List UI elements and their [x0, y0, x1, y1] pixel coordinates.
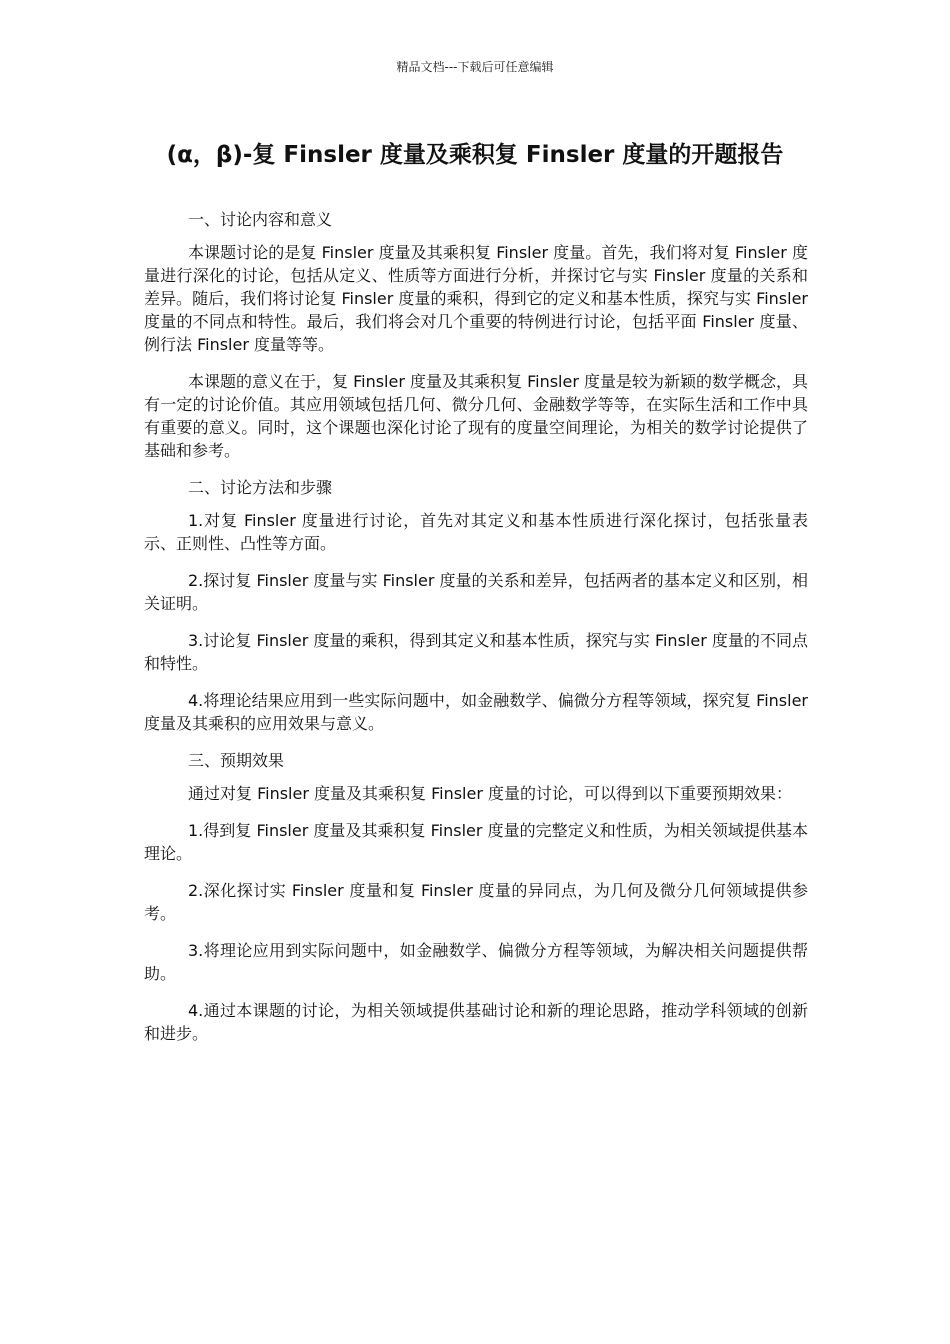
expected-intro: 通过对复 Finsler 度量及其乘积复 Finsler 度量的讨论，可以得到以下重要预期效果：	[188, 784, 793, 803]
methods-item-3: 3.讨论复 Finsler 度量的乘积，得到其定义和基本性质，探究与实 Finsler 度量的不同点和特性。	[144, 631, 808, 673]
research-paragraph-2: 本课题的意义在于，复 Finsler 度量及其乘积复 Finsler 度量是较为新颖的数学概念，具有一定的讨论价值。其应用领域包括几何、微分几何、金融数学等等，在实际生活和工作中具有重要的意义。同时，这个课题也深化讨论了现有的度量空间理论，为相关的数学讨论提供了基础和参考。	[144, 372, 809, 460]
expected-item-3: 3.将理论应用到实际问题中，如金融数学、偏微分方程等领域，为解决相关问题提供帮助。	[144, 941, 808, 983]
section-heading-methods: 二、讨论方法和步骤	[188, 478, 333, 497]
section-heading-expected: 三、预期效果	[188, 751, 285, 770]
methods-item-4: 4.将理论结果应用到一些实际问题中，如金融数学、偏微分方程等领域，探究复 Finsler 度量及其乘积的应用效果与意义。	[144, 691, 808, 733]
expected-item-2: 2.深化探讨实 Finsler 度量和复 Finsler 度量的异同点，为几何及微分几何领域提供参考。	[144, 881, 808, 923]
expected-item-1: 1.得到复 Finsler 度量及其乘积复 Finsler 度量的完整定义和性质，为相关领域提供基本理论。	[144, 821, 808, 863]
header-note: 精品文档---下载后可任意编辑	[396, 60, 554, 74]
expected-item-4: 4.通过本课题的讨论，为相关领域提供基础讨论和新的理论思路，推动学科领域的创新和进步。	[144, 1001, 808, 1043]
methods-item-2: 2.探讨复 Finsler 度量与实 Finsler 度量的关系和差异，包括两者的基本定义和区别，相关证明。	[144, 571, 808, 613]
section-heading-research: 一、讨论内容和意义	[188, 210, 333, 229]
document-title: (α，β)-复 Finsler 度量及乘积复 Finsler 度量的开题报告	[166, 142, 784, 168]
research-paragraph-1: 本课题讨论的是复 Finsler 度量及其乘积复 Finsler 度量。首先，我们将对复 Finsler 度量进行深化的讨论，包括从定义、性质等方面进行分析，并探讨它与实 Finsler 度量的关系和差异。随后，我们将讨论复 Finsler 度量的乘积，得到它的定义和基本性质，探究与实 Finsler 度量的不同点和特性。最后，我们将会对几个重要的特例进行讨论，包括平面 Finsler 度量、例行法 Finsler 度量等等。	[144, 243, 808, 354]
document-body	[144, 208, 808, 1059]
methods-item-1: 1.对复 Finsler 度量进行讨论，首先对其定义和基本性质进行深化探讨，包括张量表示、正则性、凸性等方面。	[144, 511, 808, 553]
